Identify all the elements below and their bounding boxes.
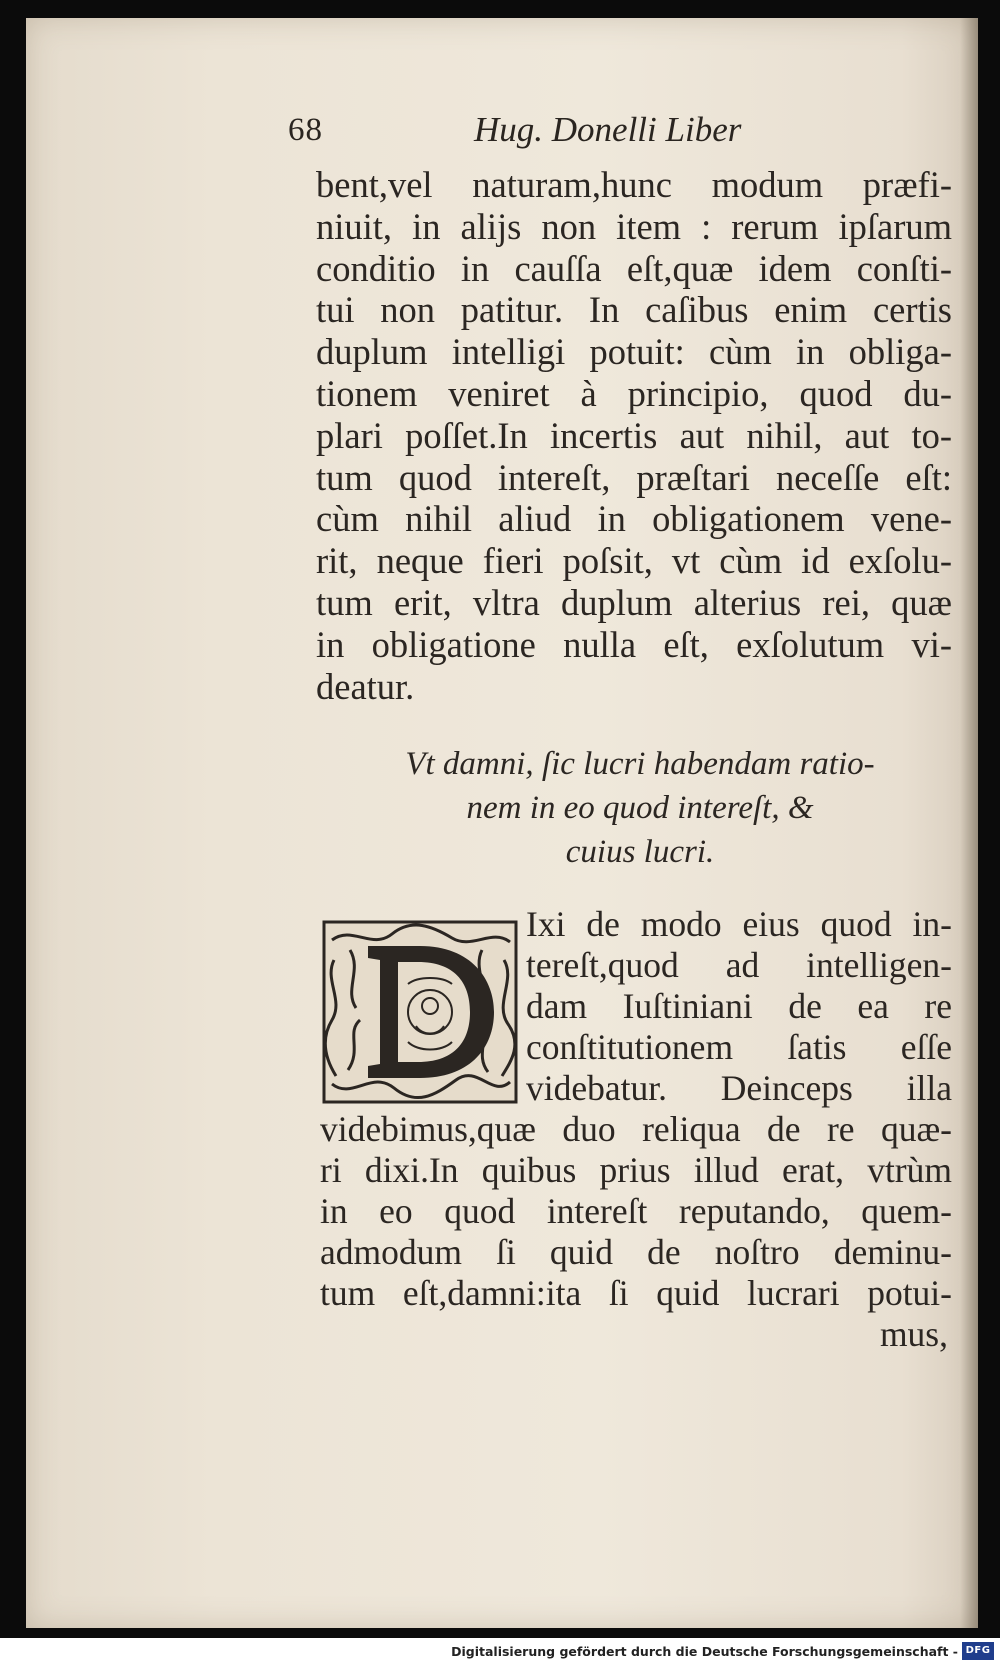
body-line: tui non patitur. In caſibus enim certis xyxy=(316,289,952,331)
catchword: mus, xyxy=(879,1314,948,1354)
paragraph-line: videbimus,quæ duo reliqua de re quæ- xyxy=(320,1109,952,1149)
paragraph-line: dam Iuſtiniani de ea re xyxy=(526,986,952,1026)
paragraph-line: tum eſt,damni:ita ſi quid lucrari potui- xyxy=(320,1273,952,1313)
page-edge-shadow xyxy=(960,18,978,1628)
heading-line: cuius lucri. xyxy=(565,834,715,870)
heading-line: Vt damni, ſic lucri habendam ratio- xyxy=(405,746,875,782)
paragraph-line: admodum ſi quid de noſtro deminu- xyxy=(320,1232,952,1272)
heading-line: nem in eo quod intereſt, & xyxy=(466,790,814,826)
page-number: 68 xyxy=(288,112,323,148)
body-line: tum erit, vltra duplum alterius rei, quæ xyxy=(316,581,952,623)
body-line: deatur. xyxy=(316,665,415,707)
body-line: conditio in cauſſa eſt,quæ idem conſti- xyxy=(316,247,952,289)
body-line: tum quod intereſt, præſtari neceſſe eſt: xyxy=(316,456,952,498)
ornamental-initial-d-icon xyxy=(322,920,518,1104)
body-line: duplum intelligi potuit: cùm in obliga- xyxy=(316,331,952,373)
paragraph-line: tereſt,quod ad intelligen- xyxy=(526,945,952,985)
body-line: cùm nihil aliud in obligationem vene- xyxy=(316,498,952,540)
body-line: tionem veniret à principio, quod du- xyxy=(316,372,952,414)
body-line: niuit, in alijs non item : rerum ipſarum xyxy=(316,205,952,247)
digitization-credit: Digitalisierung gefördert durch die Deutsche Forschungsgemeinschaft - xyxy=(451,1644,958,1659)
body-line: in obligatione nulla eſt, exſolutum vi- xyxy=(316,623,952,665)
dfg-logo-icon: DFG xyxy=(962,1642,994,1660)
paragraph-continued xyxy=(320,1109,952,1314)
paragraph-beside-initial xyxy=(526,904,952,1109)
section-heading xyxy=(330,742,950,874)
body-line: bent,vel naturam,hunc modum præfi- xyxy=(316,164,952,205)
body-line: rit, neque fieri poſsit, vt cùm id exſolu- xyxy=(316,540,952,582)
body-line: plari poſſet.In incertis aut nihil, aut to- xyxy=(316,414,952,456)
paragraph-line: in eo quod intereſt reputando, quem- xyxy=(320,1191,952,1231)
running-title: Hug. Donelli Liber xyxy=(474,110,742,149)
paragraph-line: conſtitutionem ſatis eſſe xyxy=(526,1027,952,1067)
paragraph-line: Ixi de modo eius quod in- xyxy=(526,904,952,944)
paragraph-line: ri dixi.In quibus prius illud erat, vtrùm xyxy=(320,1150,952,1190)
paragraph-line: videbatur. Deinceps illa xyxy=(526,1068,952,1108)
body-text xyxy=(316,164,952,707)
page-header xyxy=(288,108,808,158)
footer-bar xyxy=(0,1638,1000,1666)
